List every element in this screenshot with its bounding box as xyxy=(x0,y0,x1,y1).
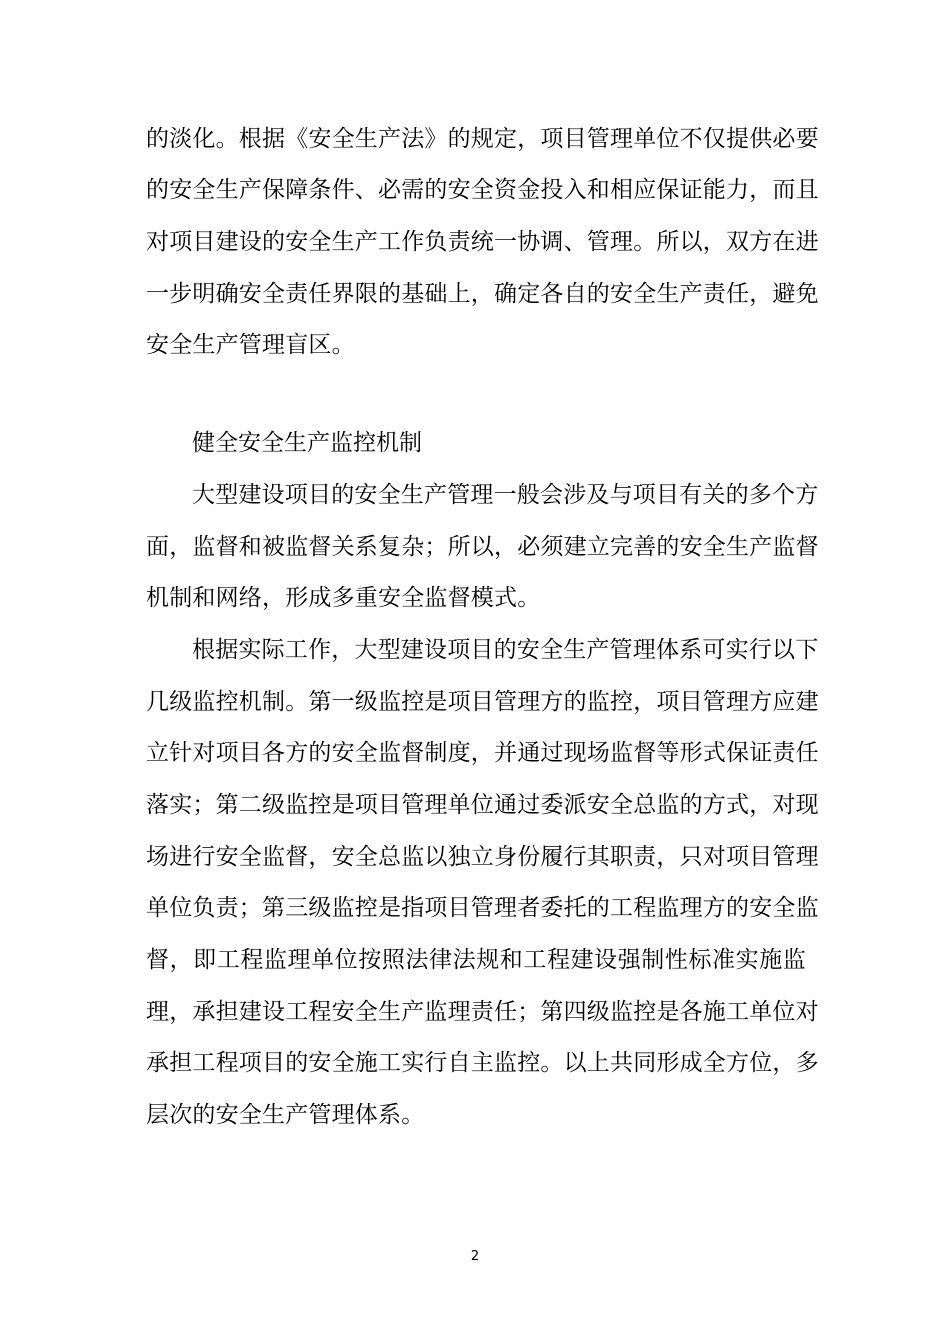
paragraph-2-line-3: 机制和网络，形成多重安全监督模式。 xyxy=(146,585,541,611)
paragraph-3-line-8: 理，承担建设工程安全生产监理责任；第四级监控是各施工单位对 xyxy=(146,999,819,1025)
paragraph-3-line-4: 落实；第二级监控是项目管理单位通过委派安全总监的方式，对现 xyxy=(146,792,819,818)
paragraph-3-line-2: 几级监控机制。第一级监控是项目管理方的监控，项目管理方应建 xyxy=(146,689,819,715)
page-number: 2 xyxy=(470,1249,480,1264)
paragraph-3-line-10: 层次的安全生产管理体系。 xyxy=(146,1102,425,1128)
paragraph-3-line-7: 督，即工程监理单位按照法律法规和工程建设强制性标准实施监 xyxy=(146,947,806,973)
section-heading: 健全安全生产监控机制 xyxy=(192,430,422,456)
paragraph-1-line-5: 安全生产管理盲区。 xyxy=(146,332,355,358)
paragraph-3-line-9: 承担工程项目的安全施工实行自主监控。以上共同形成全方位，多 xyxy=(146,1050,819,1076)
paragraph-3-line-6: 单位负责；第三级监控是指项目管理者委托的工程监理方的安全监 xyxy=(146,895,819,921)
paragraph-1-line-4: 一步明确安全责任界限的基础上，确定各自的安全生产责任，避免 xyxy=(146,281,819,307)
paragraph-2-line-1: 大型建设项目的安全生产管理一般会涉及与项目有关的多个方 xyxy=(192,482,819,508)
paragraph-1-line-1: 的淡化。根据《安全生产法》的规定，项目管理单位不仅提供必要 xyxy=(146,126,819,152)
paragraph-3-line-5: 场进行安全监督，安全总监以独立身份履行其职责，只对项目管理 xyxy=(146,844,819,870)
paragraph-2-line-2: 面，监督和被监督关系复杂；所以，必须建立完善的安全生产监督 xyxy=(146,534,819,560)
paragraph-1-line-2: 的安全生产保障条件、必需的安全资金投入和相应保证能力，而且 xyxy=(146,177,819,203)
paragraph-1-line-3: 对项目建设的安全生产工作负责统一协调、管理。所以，双方在进 xyxy=(146,229,819,255)
paragraph-3-line-1: 根据实际工作，大型建设项目的安全生产管理体系可实行以下 xyxy=(192,637,819,663)
paragraph-3-line-3: 立针对项目各方的安全监督制度，并通过现场监督等形式保证责任 xyxy=(146,740,819,766)
